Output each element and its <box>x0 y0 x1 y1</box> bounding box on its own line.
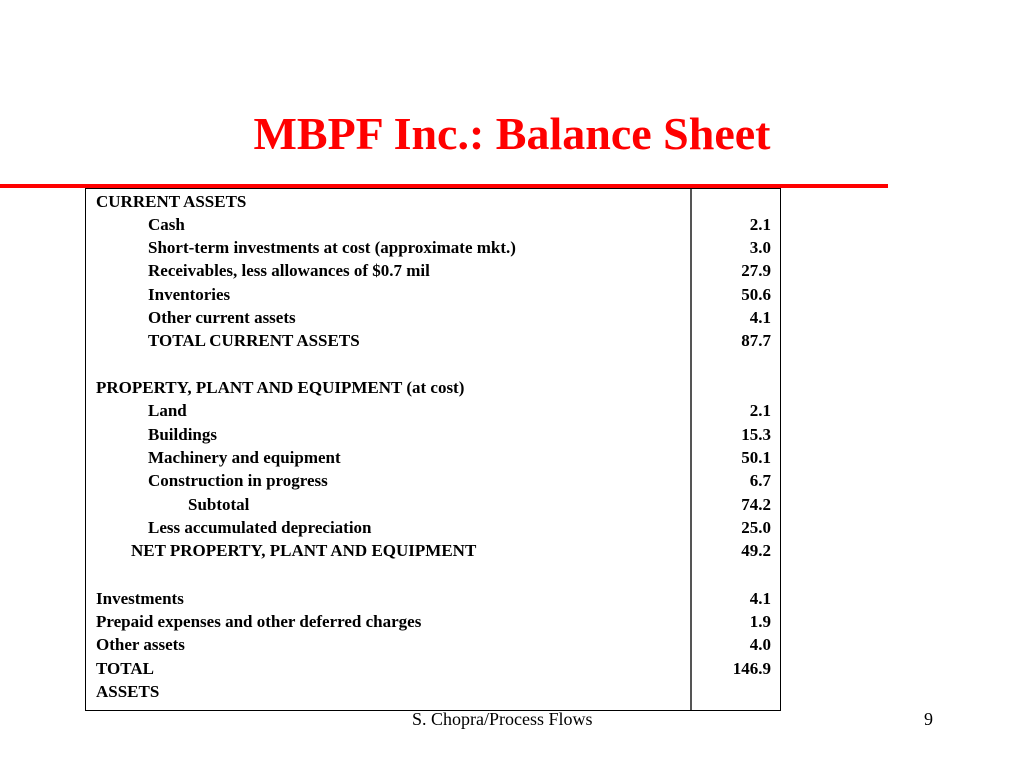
row-label: NET PROPERTY, PLANT AND EQUIPMENT <box>131 541 477 560</box>
row-label: Buildings <box>148 425 217 444</box>
table-row-receivables <box>86 259 780 282</box>
table-row-current-assets-header <box>86 190 780 213</box>
row-value: 4.0 <box>749 635 771 654</box>
table-row-spacer <box>86 562 780 585</box>
table-row-subtotal <box>86 493 780 516</box>
balance-sheet-table <box>85 188 781 711</box>
row-value: 6.7 <box>749 471 771 490</box>
row-value: 4.1 <box>749 589 771 608</box>
row-value: 74.2 <box>741 495 771 514</box>
table-row-ppe-header <box>86 376 780 399</box>
row-label: Other assets <box>96 635 185 654</box>
table-row-machinery <box>86 446 780 469</box>
row-value: 50.1 <box>741 448 771 467</box>
table-row-assets <box>86 680 780 703</box>
row-label: Machinery and equipment <box>148 448 341 467</box>
table-row-buildings <box>86 423 780 446</box>
row-label: Other current assets <box>148 308 296 327</box>
row-label: Less accumulated depreciation <box>148 518 372 537</box>
row-value: 27.9 <box>741 261 771 280</box>
row-label: Short-term investments at cost (approximate mkt.) <box>148 238 516 257</box>
row-label: Inventories <box>148 285 231 304</box>
row-value: 3.0 <box>749 238 771 257</box>
table-row-inventories <box>86 283 780 306</box>
row-value: 1.9 <box>749 612 771 631</box>
row-label: TOTAL <box>96 659 154 678</box>
table-row-short-term-investments <box>86 236 780 259</box>
table-row-construction <box>86 469 780 492</box>
row-label: ASSETS <box>96 682 160 701</box>
row-label: Receivables, less allowances of $0.7 mil <box>148 261 430 280</box>
row-label: PROPERTY, PLANT AND EQUIPMENT (at cost) <box>96 378 465 397</box>
row-value: 2.1 <box>749 215 771 234</box>
row-label: Land <box>148 401 187 420</box>
table-row-spacer <box>86 352 780 375</box>
footer-source: S. Chopra/Process Flows <box>412 709 593 729</box>
table-row-other-assets <box>86 633 780 656</box>
row-label: Investments <box>96 589 184 608</box>
row-value: 25.0 <box>741 518 771 537</box>
row-label: Prepaid expenses and other deferred charges <box>96 612 422 631</box>
table-row-land <box>86 399 780 422</box>
row-value: 2.1 <box>749 401 771 420</box>
row-value: 15.3 <box>741 425 771 444</box>
row-value: 87.7 <box>741 331 771 350</box>
row-label: Subtotal <box>188 495 250 514</box>
slide-title: MBPF Inc.: Balance Sheet <box>253 108 771 159</box>
row-value: 146.9 <box>732 659 771 678</box>
table-row-prepaid-expenses <box>86 610 780 633</box>
row-label: TOTAL CURRENT ASSETS <box>148 331 360 350</box>
row-label: CURRENT ASSETS <box>96 192 247 211</box>
row-value: 49.2 <box>741 541 771 560</box>
table-row-net-ppe <box>86 539 780 562</box>
page-number: 9 <box>924 709 933 729</box>
row-value: 50.6 <box>741 285 771 304</box>
table-row-cash <box>86 213 780 236</box>
row-value: 4.1 <box>749 308 771 327</box>
row-label: Cash <box>148 215 185 234</box>
table-row-other-current-assets <box>86 306 780 329</box>
table-row-total-current-assets <box>86 329 780 352</box>
table-row-total <box>86 657 780 680</box>
table-row-depreciation <box>86 516 780 539</box>
table-row-investments <box>86 587 780 610</box>
row-label: Construction in progress <box>148 471 328 490</box>
